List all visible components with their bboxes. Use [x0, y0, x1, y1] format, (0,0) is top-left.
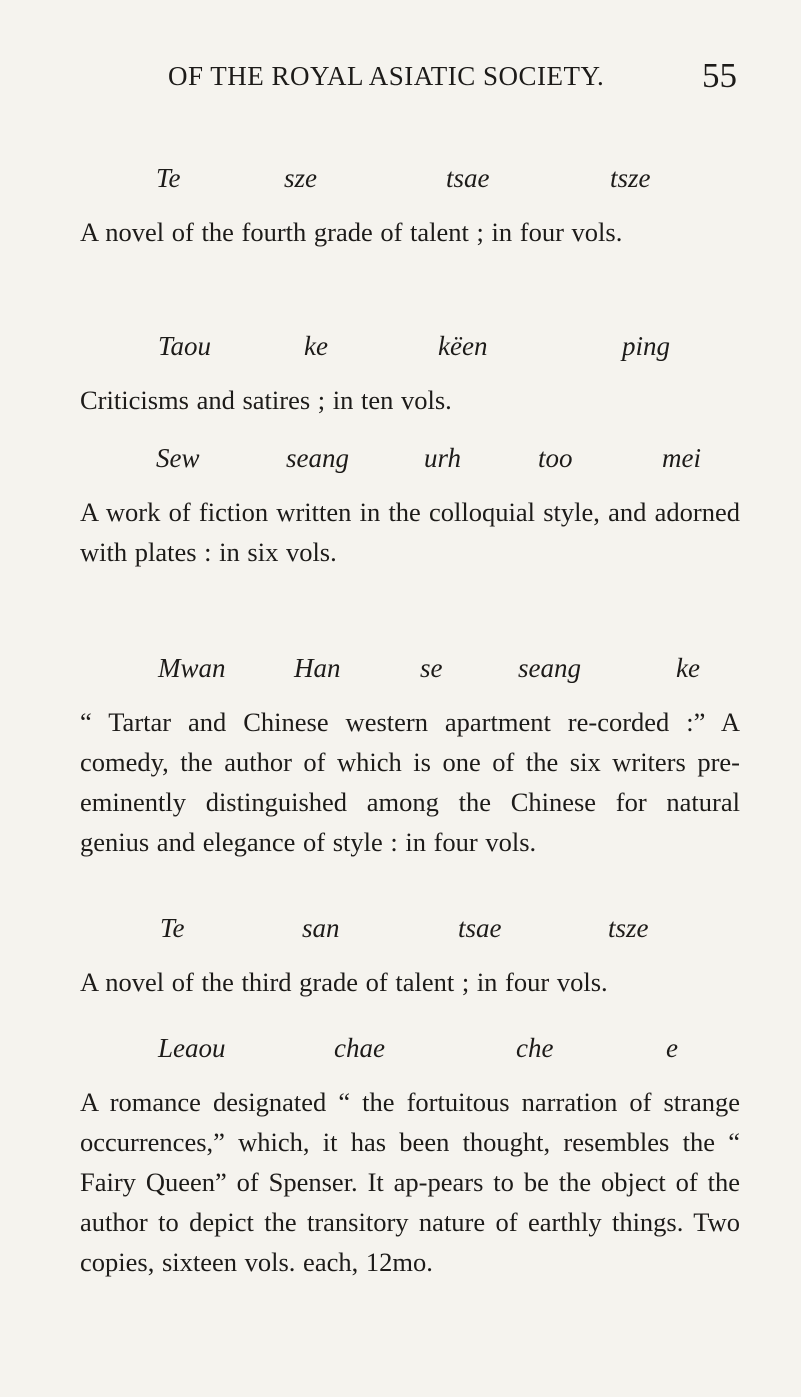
romanized-word: tsze	[610, 163, 651, 193]
romanized-word: Sew	[156, 443, 200, 473]
romanized-word: chae	[334, 1033, 385, 1063]
running-head-title: OF THE ROYAL ASIATIC SOCIETY.	[168, 61, 605, 91]
page-number: 55	[702, 56, 737, 95]
romanized-word: se	[420, 653, 443, 683]
romanized-word: Leaou	[158, 1033, 226, 1063]
romanized-title	[80, 650, 740, 690]
catalog-entry	[80, 440, 740, 572]
entry-description: A work of fiction written in the colloquial style, and adorned with plates : in six vols.	[80, 497, 740, 567]
romanized-title	[80, 440, 740, 480]
romanized-word: urh	[424, 443, 462, 473]
romanized-title	[80, 160, 740, 200]
romanized-word: e	[666, 1033, 678, 1063]
catalog-entry	[80, 910, 740, 1002]
romanized-word: mei	[662, 443, 701, 473]
romanized-word: seang	[518, 653, 581, 683]
romanized-word: ke	[304, 331, 328, 361]
romanized-word: tsae	[458, 913, 502, 943]
romanized-title	[80, 1030, 740, 1070]
entry-description: A novel of the fourth grade of talent ; in four vols.	[80, 217, 623, 247]
catalog-entry	[80, 160, 740, 252]
entry-description: “ Tartar and Chinese western apartment re-corded :” A comedy, the author of which is one of the six writers pre-eminently distinguished among the Chinese for natural genius and elegance of style : in four vols.	[80, 707, 740, 857]
romanized-title	[80, 910, 740, 950]
running-header	[0, 56, 801, 100]
romanized-word: Te	[156, 163, 181, 193]
romanized-word: san	[302, 913, 340, 943]
entry-description: A novel of the third grade of talent ; in four vols.	[80, 967, 608, 997]
romanized-title	[80, 328, 740, 368]
romanized-word: Te	[160, 913, 185, 943]
entry-description: A romance designated “ the fortuitous narration of strange occurrences,” which, it has been thought, resembles the “ Fairy Queen” of Spenser. It ap-pears to be the object of the author to depict the transitory nature of earthly things. Two copies, sixteen vols. each, 12mo.	[80, 1087, 740, 1277]
entry-description: Criticisms and satires ; in ten vols.	[80, 385, 452, 415]
romanized-word: tsae	[446, 163, 490, 193]
romanized-word: tsze	[608, 913, 649, 943]
romanized-word: këen	[438, 331, 488, 361]
romanized-word: ping	[622, 331, 671, 361]
romanized-word: Taou	[158, 331, 212, 361]
catalog-entry	[80, 328, 740, 420]
catalog-entry	[80, 650, 740, 862]
romanized-word: sze	[284, 163, 317, 193]
romanized-word: che	[516, 1033, 554, 1063]
romanized-word: seang	[286, 443, 349, 473]
catalog-entry	[80, 1030, 740, 1282]
romanized-word: too	[538, 443, 573, 473]
romanized-word: Mwan	[158, 653, 226, 683]
romanized-word: ke	[676, 653, 700, 683]
romanized-word: Han	[294, 653, 341, 683]
